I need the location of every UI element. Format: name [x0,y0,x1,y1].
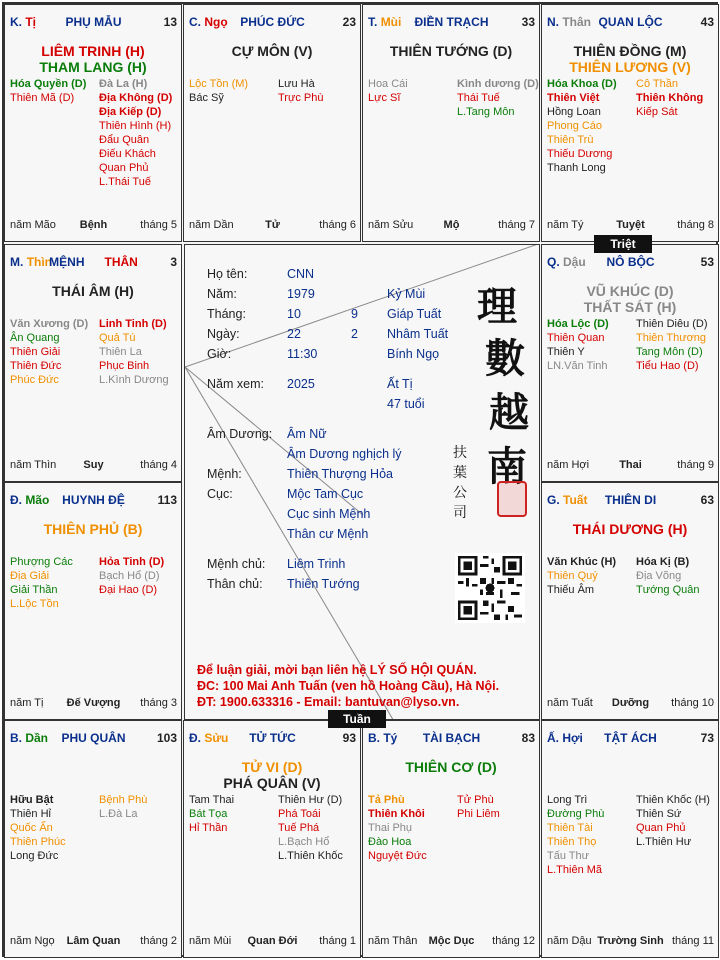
palace-name: PHÚC ĐỨC [240,15,305,29]
palace-name: TỬ TỨC [249,731,296,745]
palace-header [10,731,177,747]
palace-age: 3 [170,255,177,269]
palace-footer [547,219,714,233]
minor-star: Thiên Hình (H) [99,120,172,132]
palace-year: năm Thìn [10,459,57,471]
menhchu-label: Mệnh chủ: [207,557,266,571]
major-star: PHÁ QUÂN (V) [223,775,321,791]
palace-age: 83 [521,731,535,745]
palace-year: năm Ngọ [10,935,55,947]
minor-star: Thanh Long [547,162,606,174]
thanchu-label: Thân chủ: [207,577,263,591]
palace-branch-prefix: Đ. [10,493,22,507]
name-label: Họ tên: [207,267,248,281]
month-canchi: Giáp Tuất [387,307,442,321]
minor-star: Hóa Quyền (D) [10,78,87,90]
palace-header [547,493,714,509]
minor-star: Phi Liêm [457,808,500,820]
palace-month: tháng 9 [677,459,714,471]
major-star: THẤT SÁT (H) [583,299,677,315]
minor-star: Tiểu Hao (D) [636,360,699,372]
minor-star: Hỉ Thần [189,822,228,834]
palace-branch-name: Dậu [563,255,586,269]
minor-star: Bạch Hổ (D) [99,570,160,582]
palace-name-2: THÂN [104,255,138,269]
palace-name: QUAN LỘC [598,15,663,29]
major-star: THÁI DƯƠNG (H) [572,521,688,537]
right-star-list [99,555,164,597]
triet-marker: Triệt [594,235,652,253]
minor-star: Trực Phù [278,92,324,104]
major-star: TỬ VI (D) [241,759,303,775]
hour-canchi: Bính Ngọ [387,347,440,361]
palace-month: tháng 5 [140,219,177,231]
palace-year: năm Thân [368,935,418,947]
minor-star: Lưu Hà [278,78,315,90]
palace-footer [547,697,714,711]
palace-mao[interactable] [4,482,182,720]
minor-star: Địa Giải [10,570,50,582]
minor-star: Thiên Thương [636,332,707,344]
palace-name: THIÊN DI [604,493,657,507]
left-star-list [547,555,616,597]
minor-star: Thiên Việt [547,92,600,104]
right-star-list [278,793,343,863]
palace-age: 113 [157,493,177,507]
palace-name: NÔ BỘC [606,255,655,269]
palace-branch-prefix: B. [368,731,380,745]
logo-char: 越 [489,389,529,436]
minor-star: Ân Quang [10,332,60,344]
minor-star: Bát Tọa [189,808,228,820]
minor-star: Quả Tú [99,332,136,344]
major-star: THÁI ÂM (H) [52,283,134,299]
minor-star: Thiên Sứ [636,808,682,820]
minor-star: LN.Văn Tinh [547,360,608,372]
minor-star: L.Thái Tuế [99,176,151,188]
palace-year: năm Tý [547,219,584,231]
left-star-list [368,77,408,105]
amduong-value: Âm Nữ [287,427,327,441]
minor-star: Hữu Bật [10,794,54,806]
palace-stage: Lâm Quan [66,935,121,947]
minor-star: Nguyệt Đức [368,850,427,862]
minor-star: Thai Phụ [368,822,413,834]
minor-star: Phá Toái [278,808,321,820]
minor-star: Tấu Thư [547,850,590,862]
minor-star: L.Thiên Hư [636,836,692,848]
major-star: THIÊN ĐỒNG (M) [573,43,687,59]
palace-age: 13 [163,15,177,29]
minor-star: Hóa Lộc (D) [547,318,609,330]
palace-footer [368,935,535,949]
minor-star: Thiên Giải [10,346,61,358]
contact-address: ĐC: 100 Mai Anh Tuấn (ven hồ Hoàng Cầu), Hà Nội. [197,679,500,693]
minor-star: Văn Khúc (H) [547,556,617,568]
palace-header [189,731,356,747]
right-star-list [99,317,169,387]
palace-footer [10,459,177,473]
palace-branch-name: Thân [562,15,592,29]
palace-hoi[interactable] [541,720,719,958]
palace-footer [10,935,177,949]
right-star-list [636,793,710,849]
right-star-list [457,793,500,821]
palace-footer [10,697,177,711]
horoscope-chart [2,2,718,957]
minor-star: Hỏa Tinh (D) [99,556,165,568]
right-star-list [457,77,539,119]
left-star-list [10,317,88,387]
day-canchi: Nhâm Tuất [387,327,449,341]
palace-month: tháng 10 [671,697,714,709]
palace-month: tháng 4 [140,459,177,471]
palace-branch-prefix: B. [10,731,22,745]
palace-month: tháng 8 [677,219,714,231]
palace-age: 73 [700,731,714,745]
palace-stage: Trường Sinh [597,935,664,947]
major-star: THAM LANG (H) [39,59,147,75]
palace-name: PHỤ MẪU [65,15,122,29]
month-num: 9 [351,307,358,321]
palace-branch-name: Tị [25,15,37,29]
minor-star: Lộc Tồn (M) [189,78,249,90]
palace-age: 93 [342,731,356,745]
minor-star: Tử Phù [457,794,494,806]
view-year-label: Năm xem: [207,377,264,391]
palace-year: năm Tuất [547,697,593,709]
palace-header [368,15,535,31]
minor-star: Điếu Khách [99,148,156,160]
palace-header [10,493,177,509]
minor-star: Đường Phù [547,808,605,820]
palace-month: tháng 2 [140,935,177,947]
day-num: 2 [351,327,358,341]
menh-value: Thiên Thượng Hỏa [287,467,393,481]
palace-tuat[interactable] [541,482,719,720]
minor-star: Văn Xương (D) [10,318,89,330]
palace-branch-prefix: Q. [547,255,560,269]
thanchu-value: Thiên Tướng [287,577,360,591]
left-star-list [547,77,617,175]
minor-star: Thái Tuế [457,92,500,104]
palace-header [547,15,714,31]
minor-star: Đào Hoa [368,836,412,848]
minor-star: Thiên Hư (D) [278,794,343,806]
minor-star: Thiên Khôi [368,808,425,820]
palace-branch-prefix: T. [368,15,378,29]
cuc-note-2: Thân cư Mệnh [287,527,369,541]
minor-star: Đại Hao (D) [99,584,158,596]
minor-star: L.Bạch Hổ [278,836,330,848]
palace-branch-name: Sửu [204,731,229,745]
minor-star: Tướng Quân [636,584,700,596]
menhchu-value: Liêm Trinh [287,557,346,571]
minor-star: Thiên Trù [547,134,594,146]
center-info-panel [184,244,540,720]
palace-footer [547,459,714,473]
minor-star: Tam Thai [189,794,235,806]
minor-star: Thiên Tài [547,822,593,834]
minor-star: Thiên Đức [10,360,62,372]
palace-branch-name: Ngọ [204,15,228,29]
palace-month: tháng 11 [671,935,714,947]
palace-month: tháng 7 [498,219,535,231]
minor-star: Bệnh Phù [99,794,148,806]
cuc-label: Cục: [207,487,233,501]
minor-star: Đà La (H) [99,78,148,90]
palace-year: năm Hợi [547,459,590,471]
minor-star: Đẩu Quân [99,134,150,146]
palace-year: năm Sửu [368,219,414,231]
minor-star: Thiên Mã (D) [10,92,75,104]
right-star-list [636,555,700,597]
palace-name: PHU QUÂN [61,731,126,745]
hour-value: 11:30 [287,347,318,361]
minor-star: Thiếu Âm [547,584,595,596]
palace-footer [368,219,535,233]
palace-age: 63 [700,493,714,507]
palace-footer [189,219,356,233]
right-star-list [278,77,323,105]
minor-star: Linh Tinh (D) [99,318,167,330]
minor-star: Kiếp Sát [636,106,678,118]
palace-stage: Đế Vượng [66,697,121,709]
left-star-list [10,793,66,863]
right-star-list [636,317,708,373]
logo-char: 數 [485,335,525,382]
year-label: Năm: [207,287,237,301]
minor-star: Địa Kiếp (D) [99,106,162,118]
minor-star: L.Tang Môn [457,106,515,118]
left-star-list [189,793,234,835]
palace-header [10,255,177,271]
palace-name: TÀI BẠCH [422,731,481,745]
cuc-note-1: Cục sinh Mệnh [287,507,371,521]
palace-year: năm Tị [10,697,44,709]
palace-stage: Dưỡng [611,697,650,709]
minor-star: Kình dương (D) [457,78,539,90]
palace-stage: Mộ [443,219,460,231]
palace-branch-name: Hợi [562,731,583,745]
palace-footer [547,935,714,949]
palace-stage: Quan Đới [247,935,298,947]
major-star: VŨ KHÚC (D) [586,283,674,299]
palace-name: TẬT ÁCH [604,731,657,745]
palace-ngo[interactable] [183,4,361,242]
minor-star: Hoa Cái [368,78,408,90]
palace-year: năm Mùi [189,935,232,947]
left-star-list [189,77,248,105]
minor-star: Thiên Quan [547,332,605,344]
palace-ty[interactable] [362,720,540,958]
minor-star: Thiên Không [636,92,704,104]
minor-star: Thiên Thọ [547,836,597,848]
palace-month: tháng 3 [140,697,177,709]
amduong-note: Âm Dương nghịch lý [287,447,402,461]
palace-branch-name: Tý [383,731,398,745]
minor-star: Thiên La [99,346,142,358]
minor-star: L.Lộc Tồn [10,598,59,610]
tuan-marker: Tuần [328,710,386,728]
minor-star: Quan Phủ [99,162,149,174]
minor-star: Tuế Phá [278,822,320,834]
palace-year: năm Dần [189,219,234,231]
palace-branch-prefix: C. [189,15,201,29]
palace-name: HUYNH ĐỆ [62,493,125,507]
minor-star: Thiên Hỉ [10,808,51,820]
palace-thin[interactable] [4,244,182,482]
minor-star: Long Đức [10,850,59,862]
left-star-list [547,793,604,877]
palace-header [547,255,714,271]
red-seal [497,481,527,517]
minor-star: Thiên Y [547,346,585,358]
logo-char: 南 [487,443,527,490]
logo-side-text: 扶 葉 公 司 [453,445,467,521]
palace-branch-prefix: M. [10,255,24,269]
palace-year: năm Dậu [547,935,592,947]
view-age: 47 tuổi [387,397,425,411]
name-value: CNN [287,267,315,281]
palace-month: tháng 12 [492,935,535,947]
minor-star: Hóa Khoa (D) [547,78,617,90]
palace-branch-prefix: G. [547,493,560,507]
left-star-list [10,555,73,611]
minor-star: Hồng Loan [547,106,601,118]
palace-header [368,731,535,747]
palace-stage: Bệnh [79,219,108,231]
palace-age: 103 [156,731,177,745]
minor-star: Long Trì [547,794,588,806]
minor-star: Giải Thần [10,584,58,596]
minor-star: L.Thiên Mã [547,864,603,876]
major-star: LIÊM TRINH (H) [41,43,145,59]
left-star-list [10,77,86,105]
palace-branch-name: Dần [25,731,49,745]
palace-year: năm Mão [10,219,56,231]
palace-branch-prefix: N. [547,15,559,29]
palace-dau[interactable] [541,244,719,482]
right-star-list [99,793,147,821]
palace-month: tháng 1 [319,935,356,947]
right-star-list [636,77,703,119]
palace-branch-prefix: K. [10,15,22,29]
palace-age: 33 [521,15,535,29]
view-year-canchi: Ất Tị [387,377,413,391]
major-star: THIÊN CƠ (D) [405,759,497,775]
minor-star: Quốc Ấn [10,822,53,834]
minor-star: Thiên Quý [547,570,598,582]
palace-name: MỆNH THÂN [49,255,138,269]
month-value: 10 [287,307,301,321]
year-value: 1979 [287,287,315,301]
menh-label: Mệnh: [207,467,242,481]
palace-branch-name: Thìn [26,255,53,269]
minor-star: Phúc Đức [10,374,59,386]
palace-age: 43 [700,15,714,29]
minor-star: Tả Phù [368,794,405,806]
minor-star: L.Thiên Khốc [278,850,343,862]
major-star: THIÊN PHỦ (B) [43,521,143,537]
logo-char: 理 [477,283,517,330]
day-label: Ngày: [207,327,240,341]
minor-star: Tang Môn (D) [636,346,703,358]
contact-line-1: Để luận giải, mời bạn liên hệ LÝ SỐ HỘI QUÁN. [197,663,477,677]
palace-stage: Suy [83,459,104,471]
palace-age: 23 [342,15,356,29]
palace-header [10,15,177,31]
hour-label: Giờ: [207,347,232,361]
minor-star: Địa Võng [636,570,682,582]
minor-star: Phượng Các [10,556,73,568]
minor-star: Bác Sỹ [189,92,224,104]
right-star-list [99,77,172,189]
minor-star: Thiếu Dương [547,148,613,160]
month-label: Tháng: [207,307,246,321]
palace-name: ĐIỀN TRẠCH [414,15,489,29]
palace-month: tháng 6 [319,219,356,231]
major-star: CỰ MÔN (V) [231,43,313,59]
palace-mui[interactable] [362,4,540,242]
minor-star: L.Đà La [99,808,138,820]
minor-star: Quan Phủ [636,822,686,834]
calligraphy-logo [445,275,535,525]
palace-suu[interactable] [183,720,361,958]
qr-code[interactable] [455,553,525,623]
palace-dan[interactable] [4,720,182,958]
major-star: THIÊN LƯƠNG (V) [569,59,691,75]
amduong-label: Âm Dương: [207,427,273,441]
year-canchi: Kỷ Mùi [387,287,426,301]
cuc-value: Mộc Tam Cục [287,487,364,501]
palace-than[interactable] [541,4,719,242]
palace-branch-prefix: Ấ. [547,731,559,745]
minor-star: Phong Cáo [547,120,603,132]
minor-star: L.Kình Dương [99,374,169,386]
minor-star: Thiên Phúc [10,836,66,848]
minor-star: Cô Thần [636,78,678,90]
day-value: 22 [287,327,301,341]
minor-star: Thiên Khốc (H) [636,794,710,806]
minor-star: Địa Không (D) [99,92,173,104]
minor-star: Thiên Diêu (D) [636,318,708,330]
palace-footer [10,219,177,233]
palace-stage: Thai [619,459,642,471]
palace-header [547,731,714,747]
minor-star: Lực Sĩ [368,92,401,104]
minor-star: Phục Binh [99,360,150,372]
palace-stage: Tuyệt [616,219,645,231]
contact-phone-email[interactable]: ĐT: 1900.633316 - Email: bantuvan@lyso.vn. [197,695,460,709]
major-star: THIÊN TƯỚNG (D) [389,43,513,59]
palace-branch-name: Mùi [380,15,402,29]
minor-star: Hóa Kị (B) [636,556,690,568]
palace-header [189,15,356,31]
palace-ti[interactable] [4,4,182,242]
left-star-list [368,793,427,863]
left-star-list [547,317,609,373]
view-year-value: 2025 [287,377,315,391]
palace-age: 53 [700,255,714,269]
palace-stage: Tử [265,219,280,231]
palace-footer [189,935,356,949]
palace-branch-prefix: Đ. [189,731,201,745]
palace-branch-name: Mão [25,493,50,507]
palace-branch-name: Tuất [563,493,588,507]
palace-stage: Mộc Dục [428,935,475,947]
